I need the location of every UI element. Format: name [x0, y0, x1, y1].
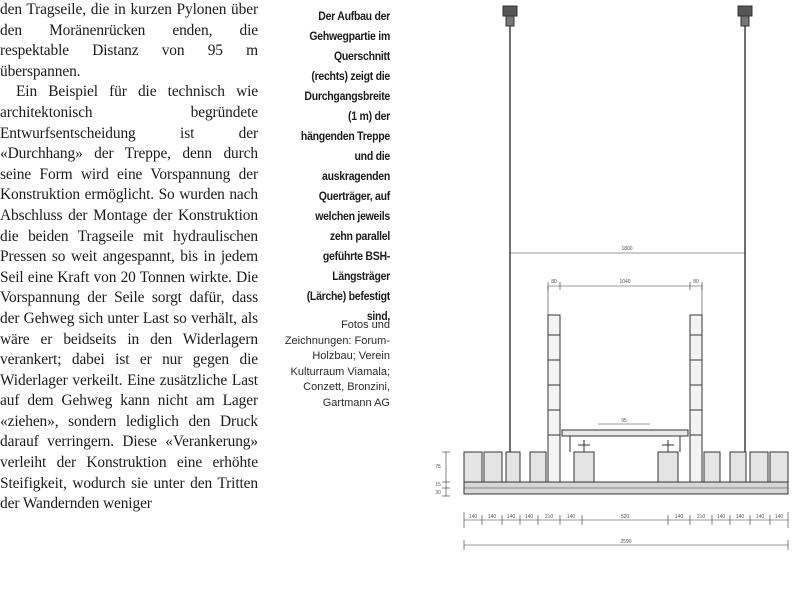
stair-step [562, 424, 688, 452]
dimension-inner [548, 282, 702, 315]
longitudinal-beams [464, 452, 788, 482]
dim-left-post-label: 80 [551, 279, 557, 285]
dim-bottom-10: 140 [716, 514, 726, 520]
left-railing-post [548, 315, 560, 483]
dim-left-3: 30 [435, 490, 441, 496]
cross-section-drawing [420, 0, 800, 600]
cross-beam [464, 482, 788, 494]
dim-bottom-3: 140 [506, 514, 516, 520]
dim-bottom-4: 140 [524, 514, 534, 520]
dim-bottom-2: 140 [487, 514, 497, 520]
dim-total-label: 2590 [620, 539, 632, 545]
dimension-left [442, 452, 450, 496]
dim-bottom-11: 140 [735, 514, 745, 520]
dim-bottom-9: 210 [696, 514, 706, 520]
dim-bottom-8: 140 [674, 514, 684, 520]
dim-right-post-label: 80 [693, 279, 699, 285]
figure-caption: Der Aufbau der Gehwegpartie im Querschnitt (rechts) zeigt die Durchgangsbreite (1 m) der hängenden Treppe und die auskragenden Querträger, auf welchen jeweils zehn parallel geführte BSH-Längsträger (Lärche) befestigt sind. [300, 9, 390, 323]
dim-bottom-13: 140 [774, 514, 784, 520]
dim-span-label: 1800 [621, 246, 633, 252]
dim-left-1: 75 [435, 464, 441, 470]
right-cable-clamp [738, 6, 752, 26]
dim-bottom-6: 140 [566, 514, 576, 520]
dim-bottom-1: 140 [468, 514, 478, 520]
dim-bottom-7: 520 [620, 514, 630, 520]
article-paragraph-1: den Tragseile, die in kurzen Pylonen über den Moränenrücken enden, die respektable Distanz von 95 m überspannen. [0, 1, 258, 80]
dim-bottom-5: 210 [544, 514, 554, 520]
dim-beam-label: 95 [621, 418, 627, 424]
article-body [0, 0, 258, 515]
dim-left-2: 15 [435, 482, 441, 488]
photo-credits: Fotos und Zeichnungen: Forum-Holzbau; Verein Kulturraum Viamala; Conzett, Bronzini, Gartmann AG [284, 319, 390, 409]
article-paragraph-2: Ein Beispiel für die technisch wie architektonisch begründete Entwurfsentscheidung ist der «Durchhang» der Treppe, denn durch seine Form wird eine Vorspannung der Konstruktion ermöglicht. So wurden nach Abschluss der Montage der Konstruktion die beiden Tragseile mit hydraulischen Pressen so weit angespannt, bis in jedem Seil eine Kraft von 20 Tonnen wirkte. Die Vorspannung der Seile sorgt dafür, dass der Gehweg sich unter Last so verhält, als wäre er beidseits in den Widerlagern verankert; dabei ist er nur gegen die Widerlager verkeilt. Eine zusätzliche Last auf dem Gehweg kann nicht am Lager «ziehen», sondern lediglich den Druck darauf verringern. Diese «Verankerung» verleiht der Konstruktion eine erhöhte Steifigkeit, wodurch sie unter den Tritten der Wandernden weniger [0, 83, 258, 513]
dim-inner-label: 1040 [619, 279, 631, 285]
right-railing-post [690, 315, 702, 483]
left-cable-clamp [503, 6, 517, 26]
dim-bottom-12: 140 [755, 514, 765, 520]
